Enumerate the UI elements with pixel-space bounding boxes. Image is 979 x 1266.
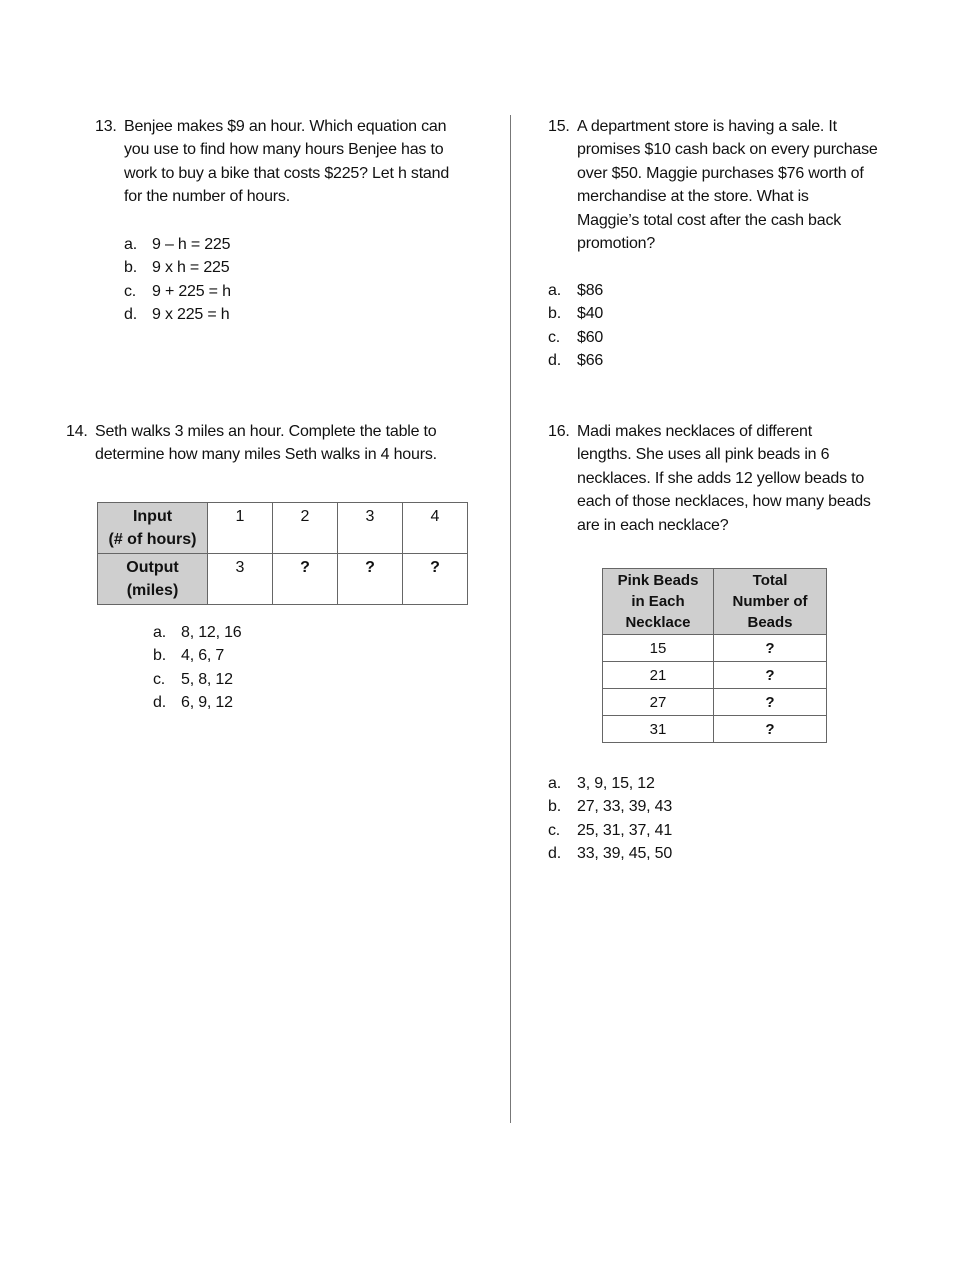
option-letter: c. <box>153 670 166 688</box>
question-number: 13. <box>95 118 117 135</box>
option-letter: a. <box>548 775 561 792</box>
question-text-line: Madi makes necklaces of different <box>577 423 813 440</box>
input-header <box>98 503 208 554</box>
option-text: 5, 8, 12 <box>181 670 233 688</box>
option-text: 9 + 225 = h <box>152 282 231 300</box>
header-text: Output <box>126 559 179 576</box>
option-letter: d. <box>548 845 561 863</box>
output-cell: ? <box>338 554 403 605</box>
option-letter: b. <box>124 259 137 277</box>
table-row <box>603 635 827 662</box>
option-text: 9 – h = 225 <box>152 236 231 253</box>
question-text-line: promotion? <box>577 235 656 252</box>
option-text: 33, 39, 45, 50 <box>577 845 673 863</box>
header-text: Necklace <box>625 614 691 631</box>
question-text-line: Seth walks 3 miles an hour. Complete the table to <box>95 423 437 440</box>
option-letter: d. <box>153 694 166 712</box>
question-number: 14. <box>66 423 88 440</box>
question-text-line: Benjee makes $9 an hour. Which equation can <box>124 118 447 135</box>
option-letter: c. <box>548 328 561 346</box>
table-row <box>603 716 827 743</box>
total-cell: ? <box>714 662 827 689</box>
question-text-line: Maggie’s total cost after the cash back <box>577 211 842 229</box>
option-text: 25, 31, 37, 41 <box>577 821 673 839</box>
table-row <box>603 689 827 716</box>
header-text: Number of <box>732 593 808 610</box>
option-letter: d. <box>548 352 561 370</box>
option-letter: b. <box>548 305 561 323</box>
input-cell: 2 <box>273 503 338 554</box>
option-text: 4, 6, 7 <box>181 647 225 665</box>
option-text: 9 x h = 225 <box>152 259 230 277</box>
output-cell: ? <box>403 554 468 605</box>
pink-cell: 31 <box>603 716 714 743</box>
option-text: 9 x 225 = h <box>152 306 230 324</box>
question-text-line: are in each necklace? <box>577 516 729 534</box>
question-number: 16. <box>548 423 570 440</box>
option-text: $60 <box>577 328 604 346</box>
question-text-line: you use to find how many hours Benjee has to <box>124 141 444 159</box>
output-cell: 3 <box>208 554 273 605</box>
question-text-line: over $50. Maggie purchases $76 worth of <box>577 164 864 182</box>
option-text: 3, 9, 15, 12 <box>577 775 655 792</box>
table-row <box>603 662 827 689</box>
question-number: 15. <box>548 118 570 135</box>
question-text-line: for the number of hours. <box>124 188 290 206</box>
total-cell: ? <box>714 635 827 662</box>
option-text: $86 <box>577 282 604 299</box>
pink-cell: 27 <box>603 689 714 716</box>
question-text-line: determine how many miles Seth walks in 4 hours. <box>95 446 437 464</box>
beads-table <box>602 568 827 743</box>
header-text: Beads <box>747 614 793 631</box>
option-text: $40 <box>577 305 604 323</box>
question-text-line: promises $10 cash back on every purchase <box>577 141 878 159</box>
output-cell: ? <box>273 554 338 605</box>
option-text: 8, 12, 16 <box>181 624 242 641</box>
pink-cell: 15 <box>603 635 714 662</box>
input-cell: 4 <box>403 503 468 554</box>
header-text: Input <box>132 508 173 525</box>
header-text: (miles) <box>126 582 179 599</box>
header-text: Pink Beads <box>617 572 699 589</box>
header-text: (# of hours) <box>108 531 197 548</box>
option-letter: d. <box>124 306 137 324</box>
header-text: in Each <box>631 593 685 610</box>
input-cell: 1 <box>208 503 273 554</box>
input-cell: 3 <box>338 503 403 554</box>
header-text: Total <box>752 572 788 589</box>
option-text: 27, 33, 39, 43 <box>577 798 673 816</box>
option-letter: a. <box>124 236 137 253</box>
option-letter: b. <box>548 798 561 816</box>
pink-beads-header <box>603 569 714 635</box>
question-text-line: each of those necklaces, how many beads <box>577 493 871 511</box>
hours-miles-table <box>97 502 468 605</box>
option-letter: a. <box>153 624 166 641</box>
question-text-line: A department store is having a sale. It <box>577 118 837 135</box>
question-text-line: lengths. She uses all pink beads in 6 <box>577 446 830 464</box>
question-text-line: merchandise at the store. What is <box>577 188 809 206</box>
option-text: $66 <box>577 352 604 370</box>
question-text-line: necklaces. If she adds 12 yellow beads to <box>577 469 865 487</box>
question-text-line: work to buy a bike that costs $225? Let h stand <box>124 164 450 182</box>
total-beads-header <box>714 569 827 635</box>
option-letter: c. <box>124 282 137 300</box>
option-letter: a. <box>548 282 561 299</box>
option-text: 6, 9, 12 <box>181 694 233 712</box>
total-cell: ? <box>714 716 827 743</box>
pink-cell: 21 <box>603 662 714 689</box>
total-cell: ? <box>714 689 827 716</box>
output-header <box>98 554 208 605</box>
option-letter: b. <box>153 647 166 665</box>
column-divider <box>510 115 511 1123</box>
option-letter: c. <box>548 821 561 839</box>
